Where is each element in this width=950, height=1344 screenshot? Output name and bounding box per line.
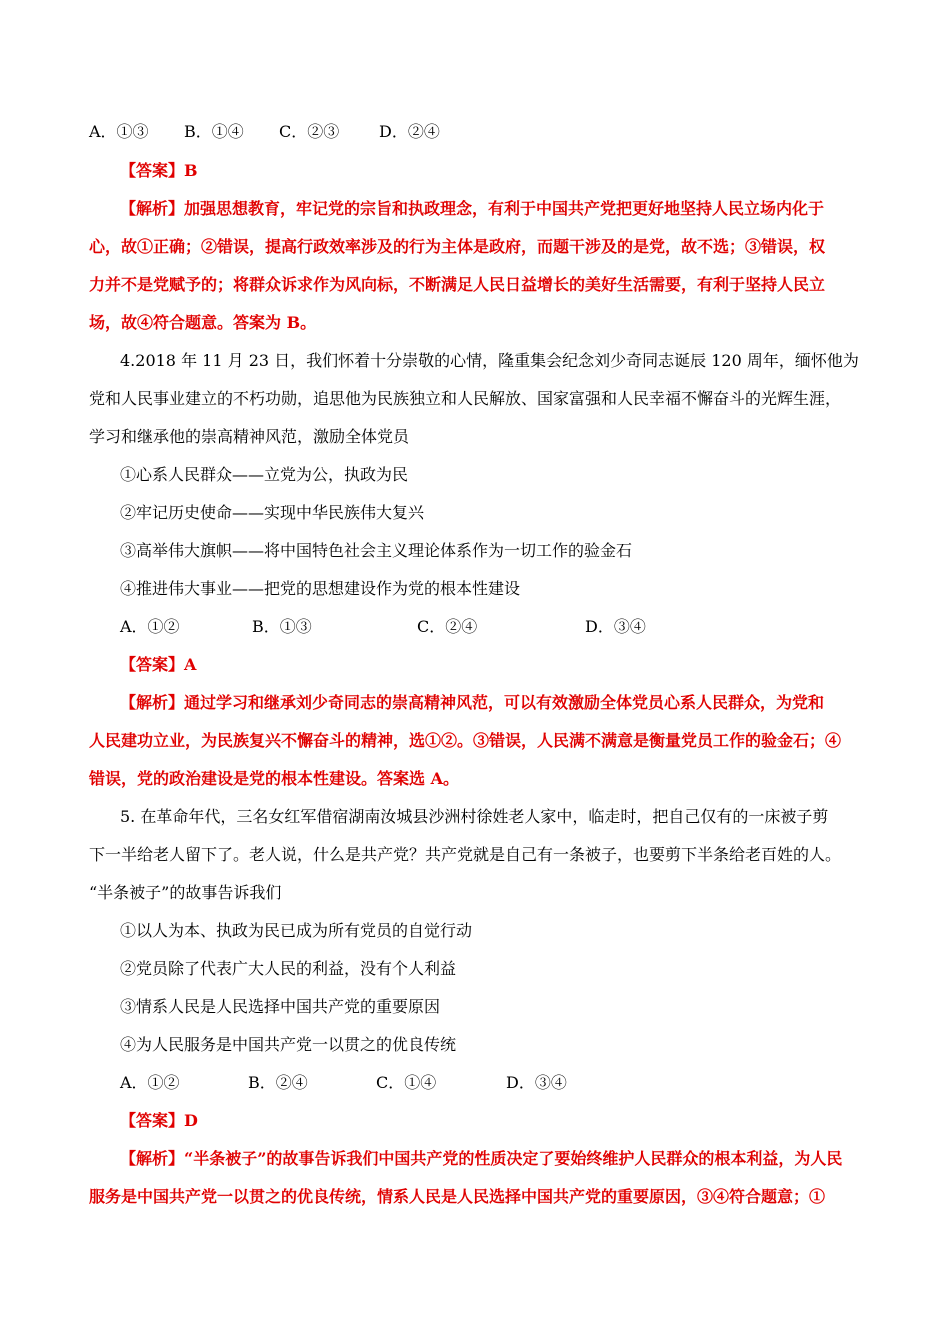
- q3-analysis-line: 心，故①正确；②错误，提高行政效率涉及的行为主体是政府，而题干涉及的是党，故不选；③错误，权: [89, 237, 826, 256]
- q4-stem-line: 4.2018 年 11 月 23 日，我们怀着十分崇敬的心情，隆重集会纪念刘少奇同志诞辰 120 周年，缅怀他为: [120, 351, 859, 370]
- q4-option-a: A．①②: [120, 617, 180, 636]
- q5-stem-line: 下一半给老人留下了。老人说，什么是共产党？共产党就是自己有一条被子，也要剪下半条给老百姓的人。: [89, 845, 842, 864]
- q3-option-b: B．①④: [184, 122, 244, 141]
- q5-option-d: D．③④: [506, 1073, 567, 1092]
- q5-answer: 【答案】D: [120, 1111, 198, 1130]
- q5-options: [120, 1073, 567, 1093]
- q4-option-b: B．①③: [252, 617, 312, 636]
- q3-answer: 【答案】B: [120, 161, 198, 180]
- q5-stem-line: 5. 在革命年代，三名女红军借宿湖南汝城县沙洲村徐姓老人家中，临走时，把自己仅有的一床被子剪: [120, 807, 829, 826]
- q3-options: [89, 122, 440, 142]
- q5-item: ④为人民服务是中国共产党一以贯之的优良传统: [120, 1035, 457, 1054]
- q4-option-d: D．③④: [585, 617, 646, 636]
- q4-stem-line: 党和人民事业建立的不朽功勋，追思他为民族独立和人民解放、国家富强和人民幸福不懈奋斗的光辉生涯，: [89, 389, 842, 408]
- q4-item: ④推进伟大事业——把党的思想建设作为党的根本性建设: [120, 579, 521, 598]
- q5-stem-line: “半条被子”的故事告诉我们: [89, 883, 282, 902]
- q3-option-d: D．②④: [379, 122, 440, 141]
- q4-item: ①心系人民群众——立党为公，执政为民: [120, 465, 409, 484]
- q3-analysis-line: 场，故④符合题意。答案为 B。: [89, 313, 317, 332]
- q4-analysis-line: 【解析】通过学习和继承刘少奇同志的崇高精神风范，可以有效激励全体党员心系人民群众，为党和: [120, 693, 825, 712]
- q5-item: ③情系人民是人民选择中国共产党的重要原因: [120, 997, 441, 1016]
- q5-item: ②党员除了代表广大人民的利益，没有个人利益: [120, 959, 457, 978]
- q4-option-c: C．②④: [417, 617, 478, 636]
- q3-analysis-line: 力并不是党赋予的；将群众诉求作为风向标，不断满足人民日益增长的美好生活需要，有利于坚持人民立: [89, 275, 826, 294]
- q4-item: ②牢记历史使命——实现中华民族伟大复兴: [120, 503, 425, 522]
- q4-analysis-line: 人民建功立业，为民族复兴不懈奋斗的精神，选①②。③错误，人民满不满意是衡量党员工作的验金石；④: [89, 731, 842, 750]
- q3-analysis-line: 【解析】加强思想教育，牢记党的宗旨和执政理念，有利于中国共产党把更好地坚持人民立场内化于: [120, 199, 825, 218]
- q3-option-c: C．②③: [279, 122, 340, 141]
- q5-option-b: B．②④: [248, 1073, 308, 1092]
- q4-options: [120, 617, 646, 637]
- q5-analysis-line: 服务是中国共产党一以贯之的优良传统，情系人民是人民选择中国共产党的重要原因，③④符合题意；①: [89, 1187, 826, 1206]
- q4-stem-line: 学习和继承他的崇高精神风范，激励全体党员: [89, 427, 410, 446]
- q4-item: ③高举伟大旗帜——将中国特色社会主义理论体系作为一切工作的验金石: [120, 541, 633, 560]
- q3-option-a: A．①③: [89, 122, 149, 141]
- q5-option-c: C．①④: [376, 1073, 437, 1092]
- q5-analysis-line: 【解析】“半条被子”的故事告诉我们中国共产党的性质决定了要始终维护人民群众的根本利益，为人民: [120, 1149, 843, 1168]
- q5-item: ①以人为本、执政为民已成为所有党员的自觉行动: [120, 921, 473, 940]
- q4-answer: 【答案】A: [120, 655, 197, 674]
- q5-option-a: A．①②: [120, 1073, 180, 1092]
- q4-analysis-line: 错误，党的政治建设是党的根本性建设。答案选 A。: [89, 769, 459, 788]
